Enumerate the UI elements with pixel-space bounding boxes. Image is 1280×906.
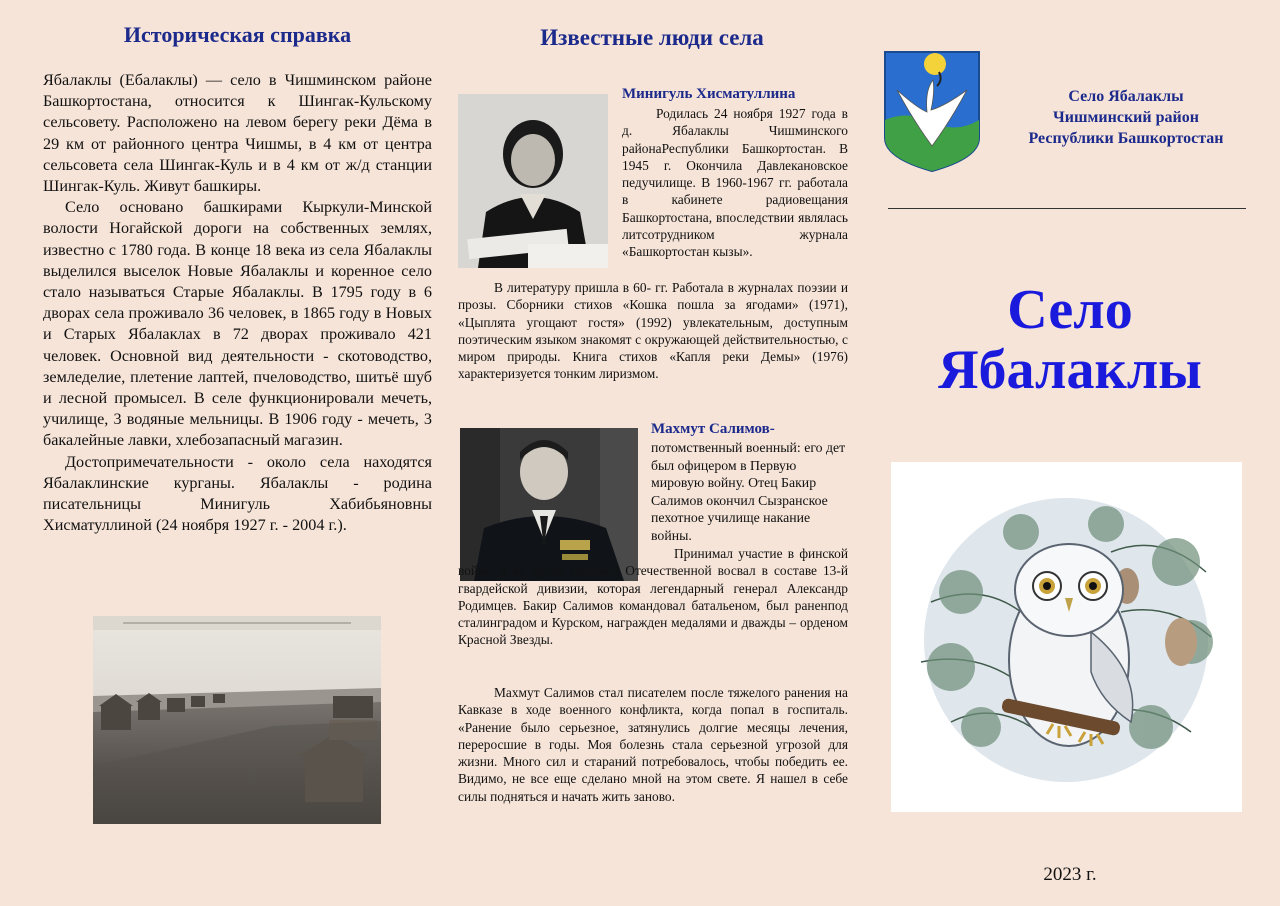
khismatullina-bio: Родилась 24 ноября 1927 года в д. Ябалаклы Чишминского районаРеспублики Башкортостан. В 1945 г. Окончила Давлекановское педучилище. В 1960-1967 гг. работала в кабинете радиовещания Башкортостана, впоследствии являлась литсотрудником журнала «Башкортостан кызы». xyxy=(622,106,848,260)
khismatullina-portrait xyxy=(458,94,608,268)
cover-title xyxy=(920,280,1220,400)
owl-illustration xyxy=(891,462,1242,812)
region-line-village: Село Ябалаклы xyxy=(1068,88,1184,105)
historical-paragraph-2: Село основано башкирами Кыркули-Минской волости Ногайской дороги на собственных землях, известно с 1780 года. В конце 18 века из села Ябалаклы выделился выселок Новые Ябалаклы и коренное село стало называться Старые Ябалаклы. В 1795 году в 6 дворах села проживало 36 человек, в 1865 году в Новых и Старых Ябалаклах в 72 дворах проживало 421 человек. Основной вид деятельности - скотоводство, земледелие, плетение лаптей, пчеловодство, шитьё шуб и лесной промысел. В селе функционировали мечеть, училище, 3 водяные мельницы. В 1906 году - мечеть, 3 бакалейные лавки, хлебозапасный магазин. xyxy=(43,198,432,450)
cover-divider xyxy=(888,208,1246,209)
famous-heading: Известные люди села xyxy=(540,25,764,50)
khismatullina-bio-2: В литературу пришла в 60- гг. Работала в журналах поэзии и прозы. Сборники стихов «Кошка пошла за ягодами» (1971), «Цыплята угощают гостя» (1992) увлекательным, доступным поэтическим языком знакомят с окружающей действительностью, с миром природы. Книга стихов «Капля реки Демы» (1976) характеризуется тонким лиризмом. xyxy=(458,280,848,382)
salimov-name: Махмут Салимов- xyxy=(651,421,775,437)
owl-illustration-card xyxy=(891,462,1242,812)
salimov-bio-3: Махмут Салимов стал писателем после тяжелого ранения на Кавказе в ходе военного конфликта, когда попал в госпиталь. «Ранение было серьезное, затянулись долгие месяцы лечения, переросшие в годы. Моя болезнь стала серьезной угрозой для жизни. Много сил и стараний потребовалось, чтобы победить ее. Видимо, не все еще сделано мной на этом свете. Я нашел в себе силы подняться и начать жить заново. xyxy=(458,685,848,804)
salimov-bio: потомственный военный: его дет был офицером в Первую мировую войну. Отец Бакир Салимов окончил Сызранское пехотное училище накание войны. xyxy=(651,440,846,543)
village-old-photo xyxy=(93,616,381,824)
historical-text xyxy=(43,70,432,536)
region-line-republic: Республики Башкортостан xyxy=(1028,130,1224,147)
khismatullina-bio-block xyxy=(622,86,848,261)
historical-paragraph-1: Ябалаклы (Ебалаклы) — село в Чишминском районе Башкортостана, относится к Шингак-Кульскому сельсовету. Расположено на левом берегу реки Дёма в 29 км от районного центра Чишмы, в 4 км от центра сельсовета села Шингак-Куль и в 4 км от ж/д станции Шингак-Куль. Живут башкиры. xyxy=(43,71,432,196)
region-title-block xyxy=(1012,86,1240,149)
khismatullina-name: Минигуль Хисматуллина xyxy=(622,86,796,102)
district-coat-of-arms xyxy=(883,50,981,173)
cover-title-line-1: Село xyxy=(1007,279,1133,341)
region-line-district: Чишминский район xyxy=(1053,109,1199,126)
cover-title-line-2: Ябалаклы xyxy=(938,339,1202,401)
historical-heading: Историческая справка xyxy=(123,22,352,47)
salimov-bio-2: Принимал участие в финской войне, а во время Великой Отечественной восвал в составе 13-й гвардейской дивизии, которая легендарный генерал Александр Родимцев. Бакир Салимов командовал батальеном, был раненпод сталинградом и Курском, награжден медалями и дважды – орденом Красной Звезды. xyxy=(458,546,848,648)
publication-year: 2023 г. xyxy=(1043,864,1097,885)
historical-paragraph-3: Достопримечательности - около села находятся Ябалаклинские курганы. Ябалаклы - родина писательницы Минигуль Хабибьяновны Хисматуллиной (24 ноября 1927 г. - 2004 г.). xyxy=(43,452,432,535)
